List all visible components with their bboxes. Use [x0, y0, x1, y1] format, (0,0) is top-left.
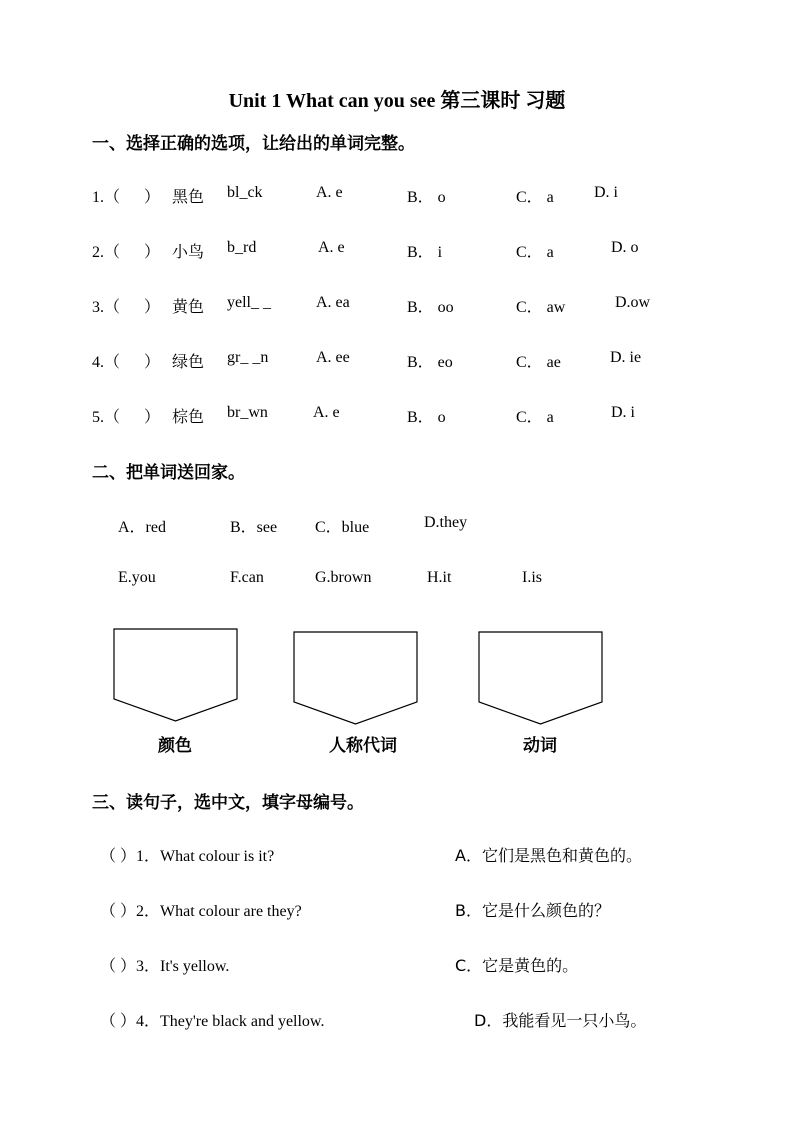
chinese-option: B．它是什么颜色的？ — [455, 901, 610, 920]
question-row — [92, 294, 160, 317]
word-option: E.you — [118, 569, 156, 586]
word-option: I.is — [522, 569, 542, 586]
answer-paren-close: ） — [144, 299, 161, 316]
option-c: C． aw — [516, 299, 566, 316]
chinese-option: A．它们是黑色和黄色的。 — [455, 846, 642, 865]
house-shape-pronoun — [292, 630, 420, 728]
house-label-pronoun: 人称代词 — [329, 736, 397, 756]
question-word: b_rd — [227, 239, 257, 256]
option-a: A. ea — [316, 294, 350, 311]
word-option: F.can — [230, 569, 264, 586]
option-c: C． a — [516, 189, 554, 206]
question-word: gr_ _n — [227, 349, 269, 366]
question-number: 4.（ — [92, 354, 121, 371]
option-a: A. e — [318, 239, 345, 256]
sentence-item: （ ）4．They're black and yellow. — [100, 1013, 325, 1030]
question-number: 5.（ — [92, 409, 121, 426]
question-number: 1.（ — [92, 189, 121, 206]
answer-paren-close: ） — [144, 189, 161, 206]
question-chinese: 黄色 — [172, 297, 205, 316]
word-option: C．blue — [315, 519, 370, 536]
option-a: A. ee — [316, 349, 350, 366]
section2-heading: 二、把单词送回家。 — [92, 463, 245, 483]
option-d: D. o — [611, 239, 639, 256]
question-word: br_wn — [227, 404, 268, 421]
section3-heading: 三、读句子，选中文，填字母编号。 — [92, 793, 364, 813]
word-option: B．see — [230, 519, 278, 536]
answer-paren-close: ） — [144, 354, 161, 371]
word-option: A．red — [118, 519, 166, 536]
option-c: C． a — [516, 409, 554, 426]
option-b: B． o — [407, 409, 446, 426]
sentence-item: （ ）1．What colour is it? — [100, 848, 275, 865]
option-c: C． ae — [516, 354, 561, 371]
question-chinese: 小鸟 — [172, 242, 205, 261]
question-number: 2.（ — [92, 244, 121, 261]
option-c: C． a — [516, 244, 554, 261]
question-word: bl_ck — [227, 184, 263, 201]
question-row — [92, 239, 160, 262]
sentence-item: （ ）2．What colour are they? — [100, 903, 302, 920]
question-row — [92, 349, 160, 372]
question-row — [92, 184, 160, 207]
question-chinese: 黑色 — [172, 187, 205, 206]
option-d: D. i — [594, 184, 618, 201]
option-a: A. e — [313, 404, 340, 421]
page-title: Unit 1 What can you see 第三课时 习题 — [228, 90, 566, 112]
chinese-option: C．它是黄色的。 — [455, 956, 579, 975]
question-number: 3.（ — [92, 299, 121, 316]
option-b: B． oo — [407, 299, 454, 316]
section1-heading: 一、选择正确的选项，让给出的单词完整。 — [92, 134, 415, 154]
chinese-option: D．我能看见一只小鸟。 — [474, 1011, 647, 1030]
answer-paren-close: ） — [144, 409, 161, 426]
option-d: D. ie — [610, 349, 642, 366]
house-shape-colour — [112, 627, 240, 725]
house-label-colour: 颜色 — [158, 736, 192, 756]
option-b: B． eo — [407, 354, 453, 371]
sentence-item: （ ）3．It's yellow. — [100, 958, 230, 975]
word-option: D.they — [424, 514, 468, 531]
option-b: B． o — [407, 189, 446, 206]
house-shape-verb — [477, 630, 605, 728]
answer-paren-close: ） — [144, 244, 161, 261]
question-chinese: 绿色 — [172, 352, 205, 371]
option-d: D. i — [611, 404, 635, 421]
option-d: D.ow — [615, 294, 651, 311]
house-label-verb: 动词 — [523, 736, 557, 756]
option-b: B． i — [407, 244, 443, 261]
option-a: A. e — [316, 184, 343, 201]
question-chinese: 棕色 — [172, 407, 205, 426]
word-option: G.brown — [315, 569, 372, 586]
word-option: H.it — [427, 569, 452, 586]
question-word: yell_ _ — [227, 294, 271, 311]
question-row — [92, 404, 160, 427]
